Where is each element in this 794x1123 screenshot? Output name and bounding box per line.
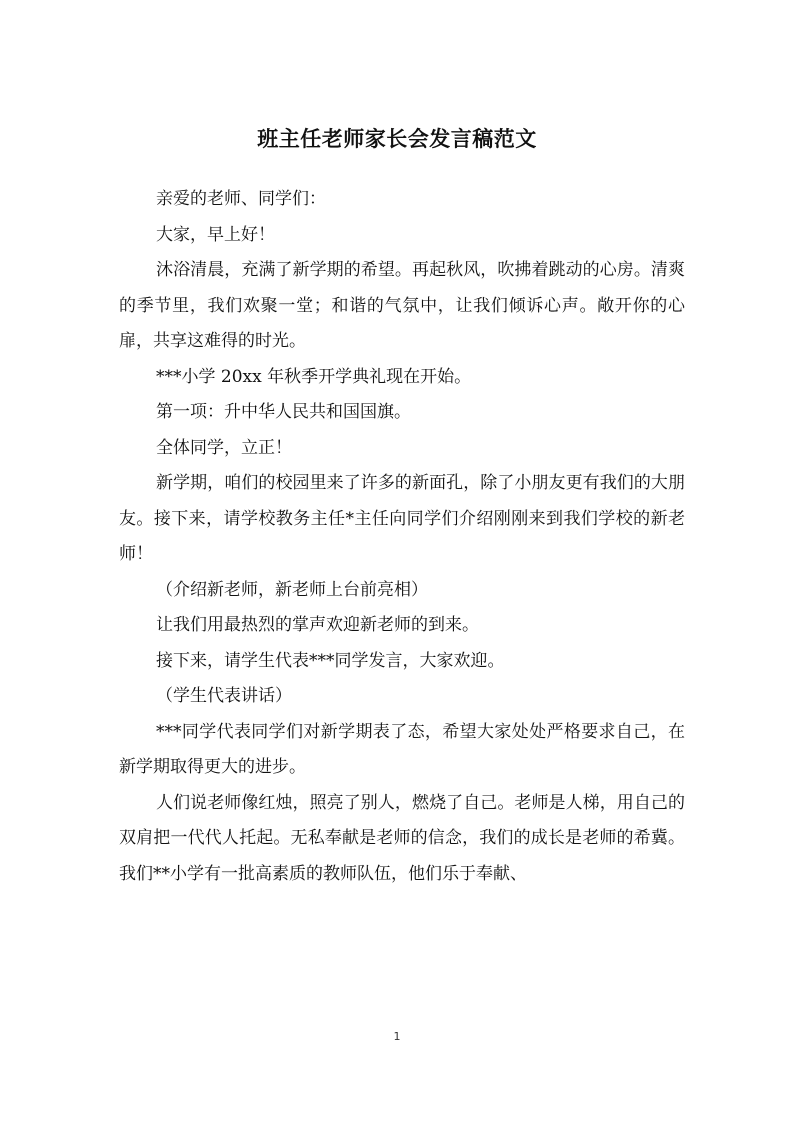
paragraph-student-speech-intro: 接下来，请学生代表***同学发言，大家欢迎。: [156, 650, 505, 671]
paragraph-opening: 沐浴清晨，充满了新学期的希望。再起秋风，吹拂着跳动的心房。清爽的季节里，我们欢聚一堂；和谐的气氛中，让我们倾诉心声。敞开你的心扉，共享这难得的时光。: [119, 260, 685, 351]
paragraph-ceremony-start: ***小学 20xx 年秋季开学典礼现在开始。: [156, 366, 472, 387]
paragraph-attention: 全体同学，立正！: [156, 437, 292, 458]
paragraph-item-one: 第一项：升中华人民共和国国旗。: [156, 402, 411, 422]
document-title: 班主任老师家长会发言稿范文: [257, 127, 537, 151]
paragraph-teacher-praise: 人们说老师像红烛，照亮了别人，燃烧了自己。老师是人梯，用自己的双肩把一代代人托起。无私奉献是老师的信念，我们的成长是老师的希冀。我们**小学有一批高素质的教师队伍，他们乐于奉献、: [119, 792, 685, 884]
paragraph-welcome-applause: 让我们用最热烈的掌声欢迎新老师的到来。: [156, 615, 479, 635]
document-body: [119, 182, 685, 892]
page-number: 1: [393, 1030, 401, 1043]
paragraph-stage-note-teachers: （介绍新老师，新老师上台前亮相）: [156, 579, 428, 600]
paragraph-good-morning: 大家，早上好！: [156, 224, 275, 245]
paragraph-stage-note-student: （学生代表讲话）: [156, 686, 292, 706]
paragraph-student-pledge: ***同学代表同学们对新学期表了态，希望大家处处严格要求自己，在新学期取得更大的进步。: [119, 721, 685, 777]
paragraph-new-teachers: 新学期，咱们的校园里来了许多的新面孔，除了小朋友更有我们的大朋友。接下来，请学校教务主任*主任向同学们介绍刚刚来到我们学校的新老师！: [119, 473, 685, 564]
paragraph-greeting: 亲爱的老师、同学们：: [156, 189, 326, 209]
